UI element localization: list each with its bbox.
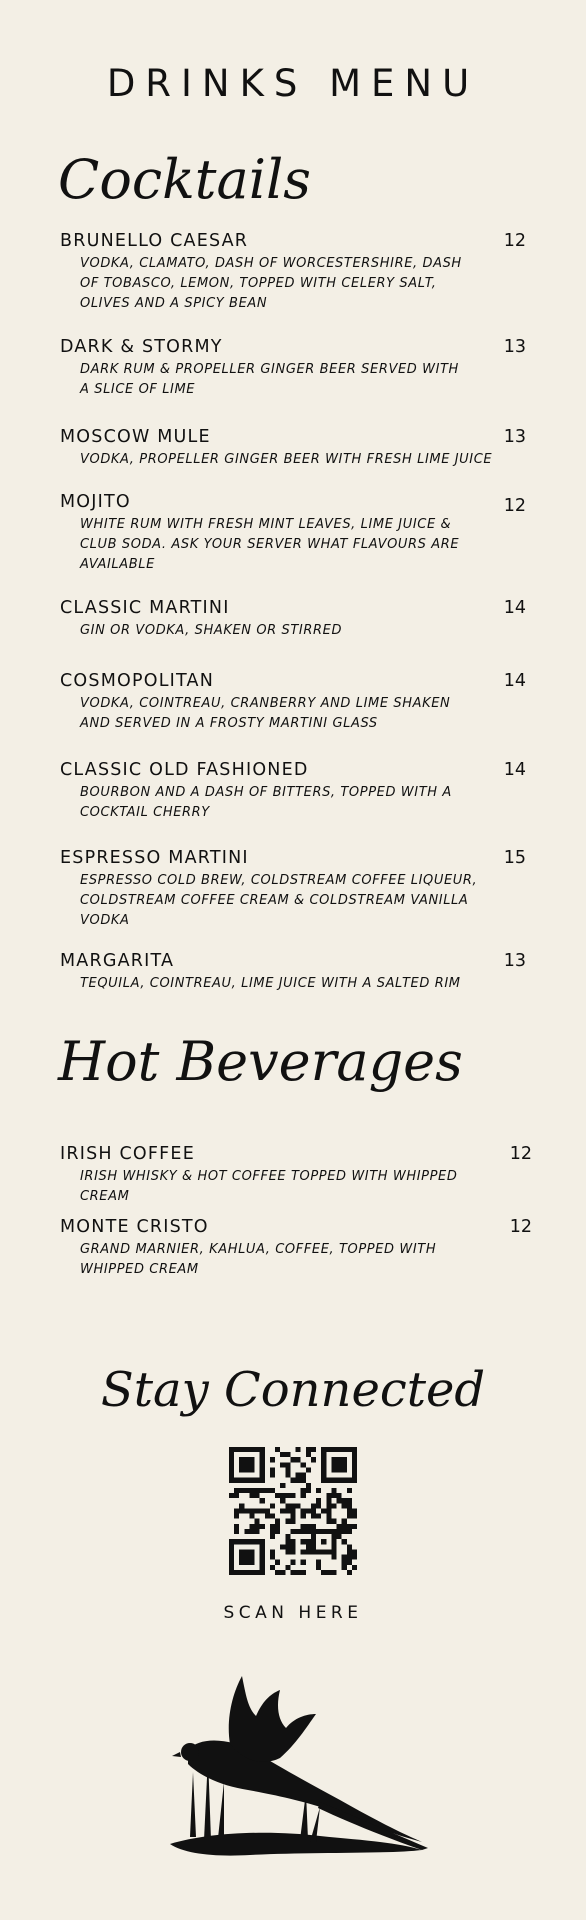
item-description: ESPRESSO COLD BREW, COLDSTREAM COFFEE LIQUEUR, COLDSTREAM COFFEE CREAM & COLDSTREAM VANILLA VODKA — [80, 873, 478, 928]
pheasant-icon — [160, 1672, 430, 1862]
qr-code-icon[interactable] — [229, 1447, 357, 1575]
item-name: CLASSIC OLD FASHIONED — [60, 760, 309, 780]
menu-item — [60, 1143, 532, 1207]
item-price: 14 — [503, 671, 526, 691]
item-name: MARGARITA — [60, 951, 175, 971]
menu-item — [60, 426, 526, 470]
menu-item — [60, 230, 526, 314]
item-description: VODKA, PROPELLER GINGER BEER WITH FRESH LIME JUICE — [80, 452, 493, 467]
menu-item — [60, 950, 526, 994]
item-description: WHITE RUM WITH FRESH MINT LEAVES, LIME JUICE & CLUB SODA. ASK YOUR SERVER WHAT FLAVOURS ARE AVAILABLE — [80, 517, 460, 572]
item-price: 14 — [503, 598, 526, 618]
item-price: 13 — [503, 337, 526, 357]
item-description: IRISH WHISKY & HOT COFFEE TOPPED WITH WHIPPED CREAM — [80, 1169, 458, 1204]
menu-item — [60, 491, 526, 575]
scan-here-label: SCAN HERE — [223, 1603, 363, 1623]
item-price: 12 — [503, 231, 526, 251]
cocktails-heading: Cocktails — [58, 148, 311, 211]
menu-item — [60, 597, 526, 641]
menu-item — [60, 1216, 532, 1280]
page-title: DRINKS MENU — [106, 62, 480, 105]
item-price: 12 — [509, 1144, 532, 1164]
item-name: MONTE CRISTO — [60, 1217, 209, 1237]
hot-beverages-heading: Hot Beverages — [58, 1030, 463, 1093]
item-price: 15 — [503, 848, 526, 868]
item-name: CLASSIC MARTINI — [60, 598, 230, 618]
item-name: MOJITO — [60, 492, 131, 512]
item-price: 14 — [503, 760, 526, 780]
menu-item — [60, 670, 526, 734]
item-price: 12 — [503, 496, 526, 516]
item-name: BRUNELLO CAESAR — [60, 231, 249, 251]
item-description: VODKA, CLAMATO, DASH OF WORCESTERSHIRE, DASH OF TOBASCO, LEMON, TOPPED WITH CELERY SALT, OLIVES AND A SPICY BEAN — [80, 256, 462, 311]
item-price: 13 — [503, 951, 526, 971]
item-name: ESPRESSO MARTINI — [60, 848, 249, 868]
item-description: GRAND MARNIER, KAHLUA, COFFEE, TOPPED WITH WHIPPED CREAM — [80, 1242, 437, 1277]
item-description: BOURBON AND A DASH OF BITTERS, TOPPED WITH A COCKTAIL CHERRY — [80, 785, 452, 820]
menu-item — [60, 759, 526, 823]
item-description: TEQUILA, COINTREAU, LIME JUICE WITH A SALTED RIM — [80, 976, 461, 991]
item-name: IRISH COFFEE — [60, 1144, 195, 1164]
item-price: 13 — [503, 427, 526, 447]
item-description: VODKA, COINTREAU, CRANBERRY AND LIME SHAKEN AND SERVED IN A FROSTY MARTINI GLASS — [80, 696, 451, 731]
item-description: GIN OR VODKA, SHAKEN OR STIRRED — [80, 623, 343, 638]
item-price: 12 — [509, 1217, 532, 1237]
item-name: MOSCOW MULE — [60, 427, 211, 447]
menu-item — [60, 336, 526, 400]
item-description: DARK RUM & PROPELLER GINGER BEER SERVED WITH A SLICE OF LIME — [80, 362, 459, 397]
menu-item — [60, 847, 526, 931]
item-name: DARK & STORMY — [60, 337, 223, 357]
item-name: COSMOPOLITAN — [60, 671, 215, 691]
stay-connected-heading: Stay Connected — [100, 1362, 486, 1418]
